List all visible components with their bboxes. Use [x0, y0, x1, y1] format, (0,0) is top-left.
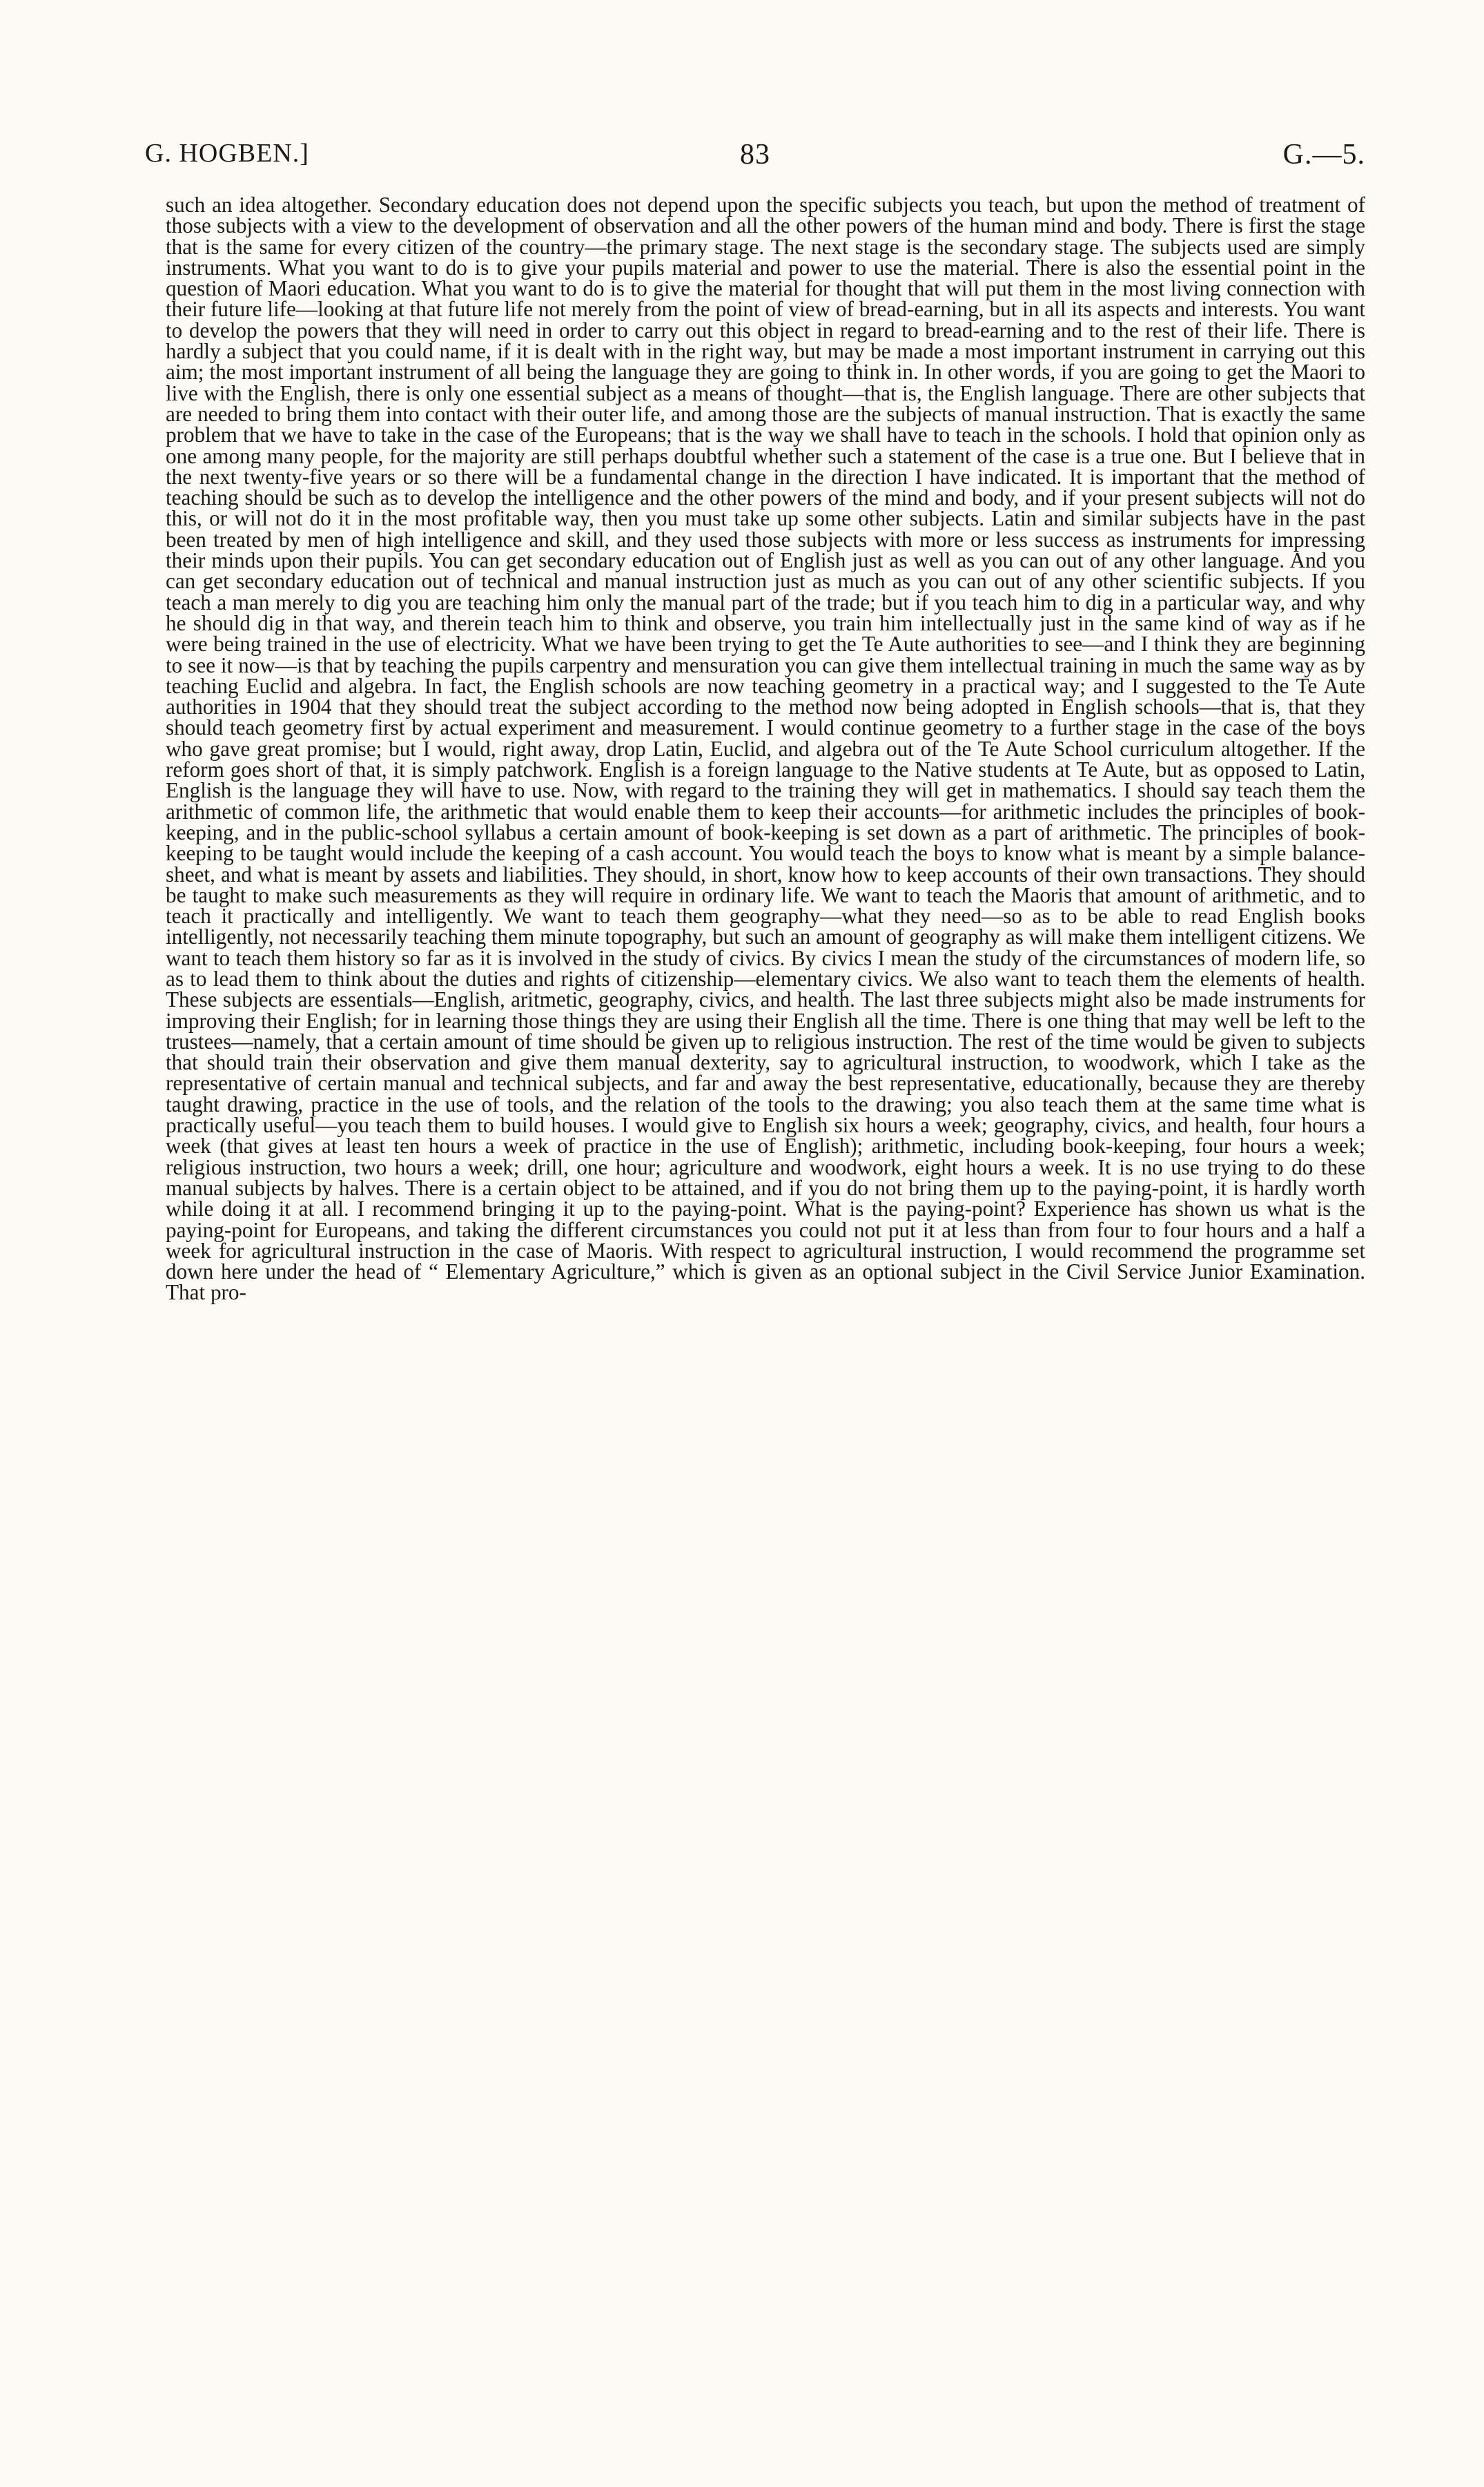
- header-series: G.—5.: [1282, 139, 1365, 171]
- header-author: G. HOGBEN.]: [145, 139, 309, 168]
- body-text: [166, 195, 1365, 1304]
- header-page-number: 83: [740, 139, 770, 171]
- page-header: [145, 138, 1365, 180]
- body-paragraph: such an idea altogether. Secondary education does not depend upon the specific subjects you teach, but upon the method of treatment of those subjects with a view to the development of observation and all the other powers of the human mind and body. There is first the stage that is the same for every citizen of the country—the primary stage. The next stage is the secondary stage. The subjects used are simply instruments. What you want to do is to give your pupils material and power to use the material. There is also the essential point in the question of Maori education. What you want to do is to give the material for thought that will put them in the most living connection with their future life—looking at that future life not merely from the point of view of bread-earning, but in all its aspects and interests. You want to develop the powers that they will need in order to carry out this object in regard to bread-earning and to the rest of their life. There is hardly a subject that you could name, if it is dealt with in the right way, but may be made a most important instrument in carrying out this aim; the most important instrument of all being the language they are going to think in. In other words, if you are going to get the Maori to live with the English, there is only one essential subject as a means of thought—that is, the English language. There are other subjects that are needed to bring them into contact with their outer life, and among those are the subjects of manual instruction. That is exactly the same problem that we have to take in the case of the Europeans; that is the way we shall have to teach in the schools. I hold that opinion only as one among many people, for the majority are still perhaps doubtful whether such a statement of the case is a true one. But I believe that in the next twenty-five years or so there will be a fundamental change in the direction I have indicated. It is important that the method of teaching should be such as to develop the intelligence and the other powers of the mind and body, and if your present subjects will not do this, or will not do it in the most profitable way, then you must take up some other subjects. Latin and similar subjects have in the past been treated by men of high intelligence and skill, and they used those subjects with more or less success as instruments for impressing their minds upon their pupils. You can get secondary education out of English just as well as you can out of any other language. And you can get secondary education out of technical and manual instruction just as much as you can out of any other scientific subjects. If you teach a man merely to dig you are teaching him only the manual part of the trade; but if you teach him to dig in a particular way, and why he should dig in that way, and therein teach him to think and observe, you train him intellectually just in the same kind of way as if he were being trained in the use of electricity. What we have been trying to get the Te Aute authorities to see—and I think they are beginning to see it now—is that by teaching the pupils carpentry and mensuration you can give them intellectual training in much the same way as by teaching Euclid and algebra. In fact, the English schools are now teaching geometry in a practical way; and I suggested to the Te Aute authorities in 1904 that they should treat the subject according to the method now being adopted in English schools—that is, that they should teach geometry first by actual experiment and measurement. I would continue geometry to a further stage in the case of the boys who gave great promise; but I would, right away, drop Latin, Euclid, and algebra out of the Te Aute School curriculum altogether. If the reform goes short of that, it is simply patchwork. English is a foreign language to the Native students at Te Aute, but as opposed to Latin, English is the language they will have to use. Now, with regard to the training they will get in mathematics. I should say teach them the arithmetic of common life, the arithmetic that would enable them to keep their accounts—for arithmetic includes the principles of book-keeping, and in the public-school syllabus a certain amount of book-keeping is set down as a part of arithmetic. The principles of book-keeping to be taught would include the keeping of a cash account. You would teach the boys to know what is meant by a simple balance-sheet, and what is meant by assets and liabilities. They should, in short, know how to keep accounts of their own transactions. They should be taught to make such measurements as they will require in ordinary life. We want to teach the Maoris that amount of arithmetic, and to teach it practically and intelligently. We want to teach them geography—what they need—so as to be able to read English books intelligently, not necessarily teaching them minute topography, but such an amount of geography as will make them intelligent citizens. We want to teach them history so far as it is involved in the study of civics. By civics I mean the study of the circumstances of modern life, so as to lead them to think about the duties and rights of citizenship—elementary civics. We also want to teach them the elements of health. These subjects are essentials—English, aritmetic, geography, civics, and health. The last three subjects might also be made instruments for improving their English; for in learning those things they are using their English all the time. There is one thing that may well be left to the trustees—namely, that a certain amount of time should be given up to religious instruction. The rest of the time would be given to subjects that should train their observation and give them manual dexterity, say to agricultural instruction, to woodwork, which I take as the representative of certain manual and technical subjects, and far and away the best representative, educationally, because they are thereby taught drawing, practice in the use of tools, and the relation of the tools to the drawing; you also teach them at the same time what is practically useful—you teach them to build houses. I would give to English six hours a week; geography, civics, and health, four hours a week (that gives at least ten hours a week of practice in the use of English); arithmetic, including book-keeping, four hours a week; religious instruction, two hours a week; drill, one hour; agriculture and woodwork, eight hours a week. It is no use trying to do these manual subjects by halves. There is a certain object to be attained, and if you do not bring them up to the paying-point, it is hardly worth while doing it at all. I recommend bringing it up to the paying-point. What is the paying-point? Experience has shown us what is the paying-point for Europeans, and taking the different circumstances you could not put it at less than from four to four hours and a half a week for agricultural instruction in the case of Maoris. With respect to agricultural instruction, I would recommend the programme set down here under the head of “ Elementary Agriculture,” which is given as an optional subject in the Civil Service Junior Examination. That pro-: [166, 193, 1365, 1305]
